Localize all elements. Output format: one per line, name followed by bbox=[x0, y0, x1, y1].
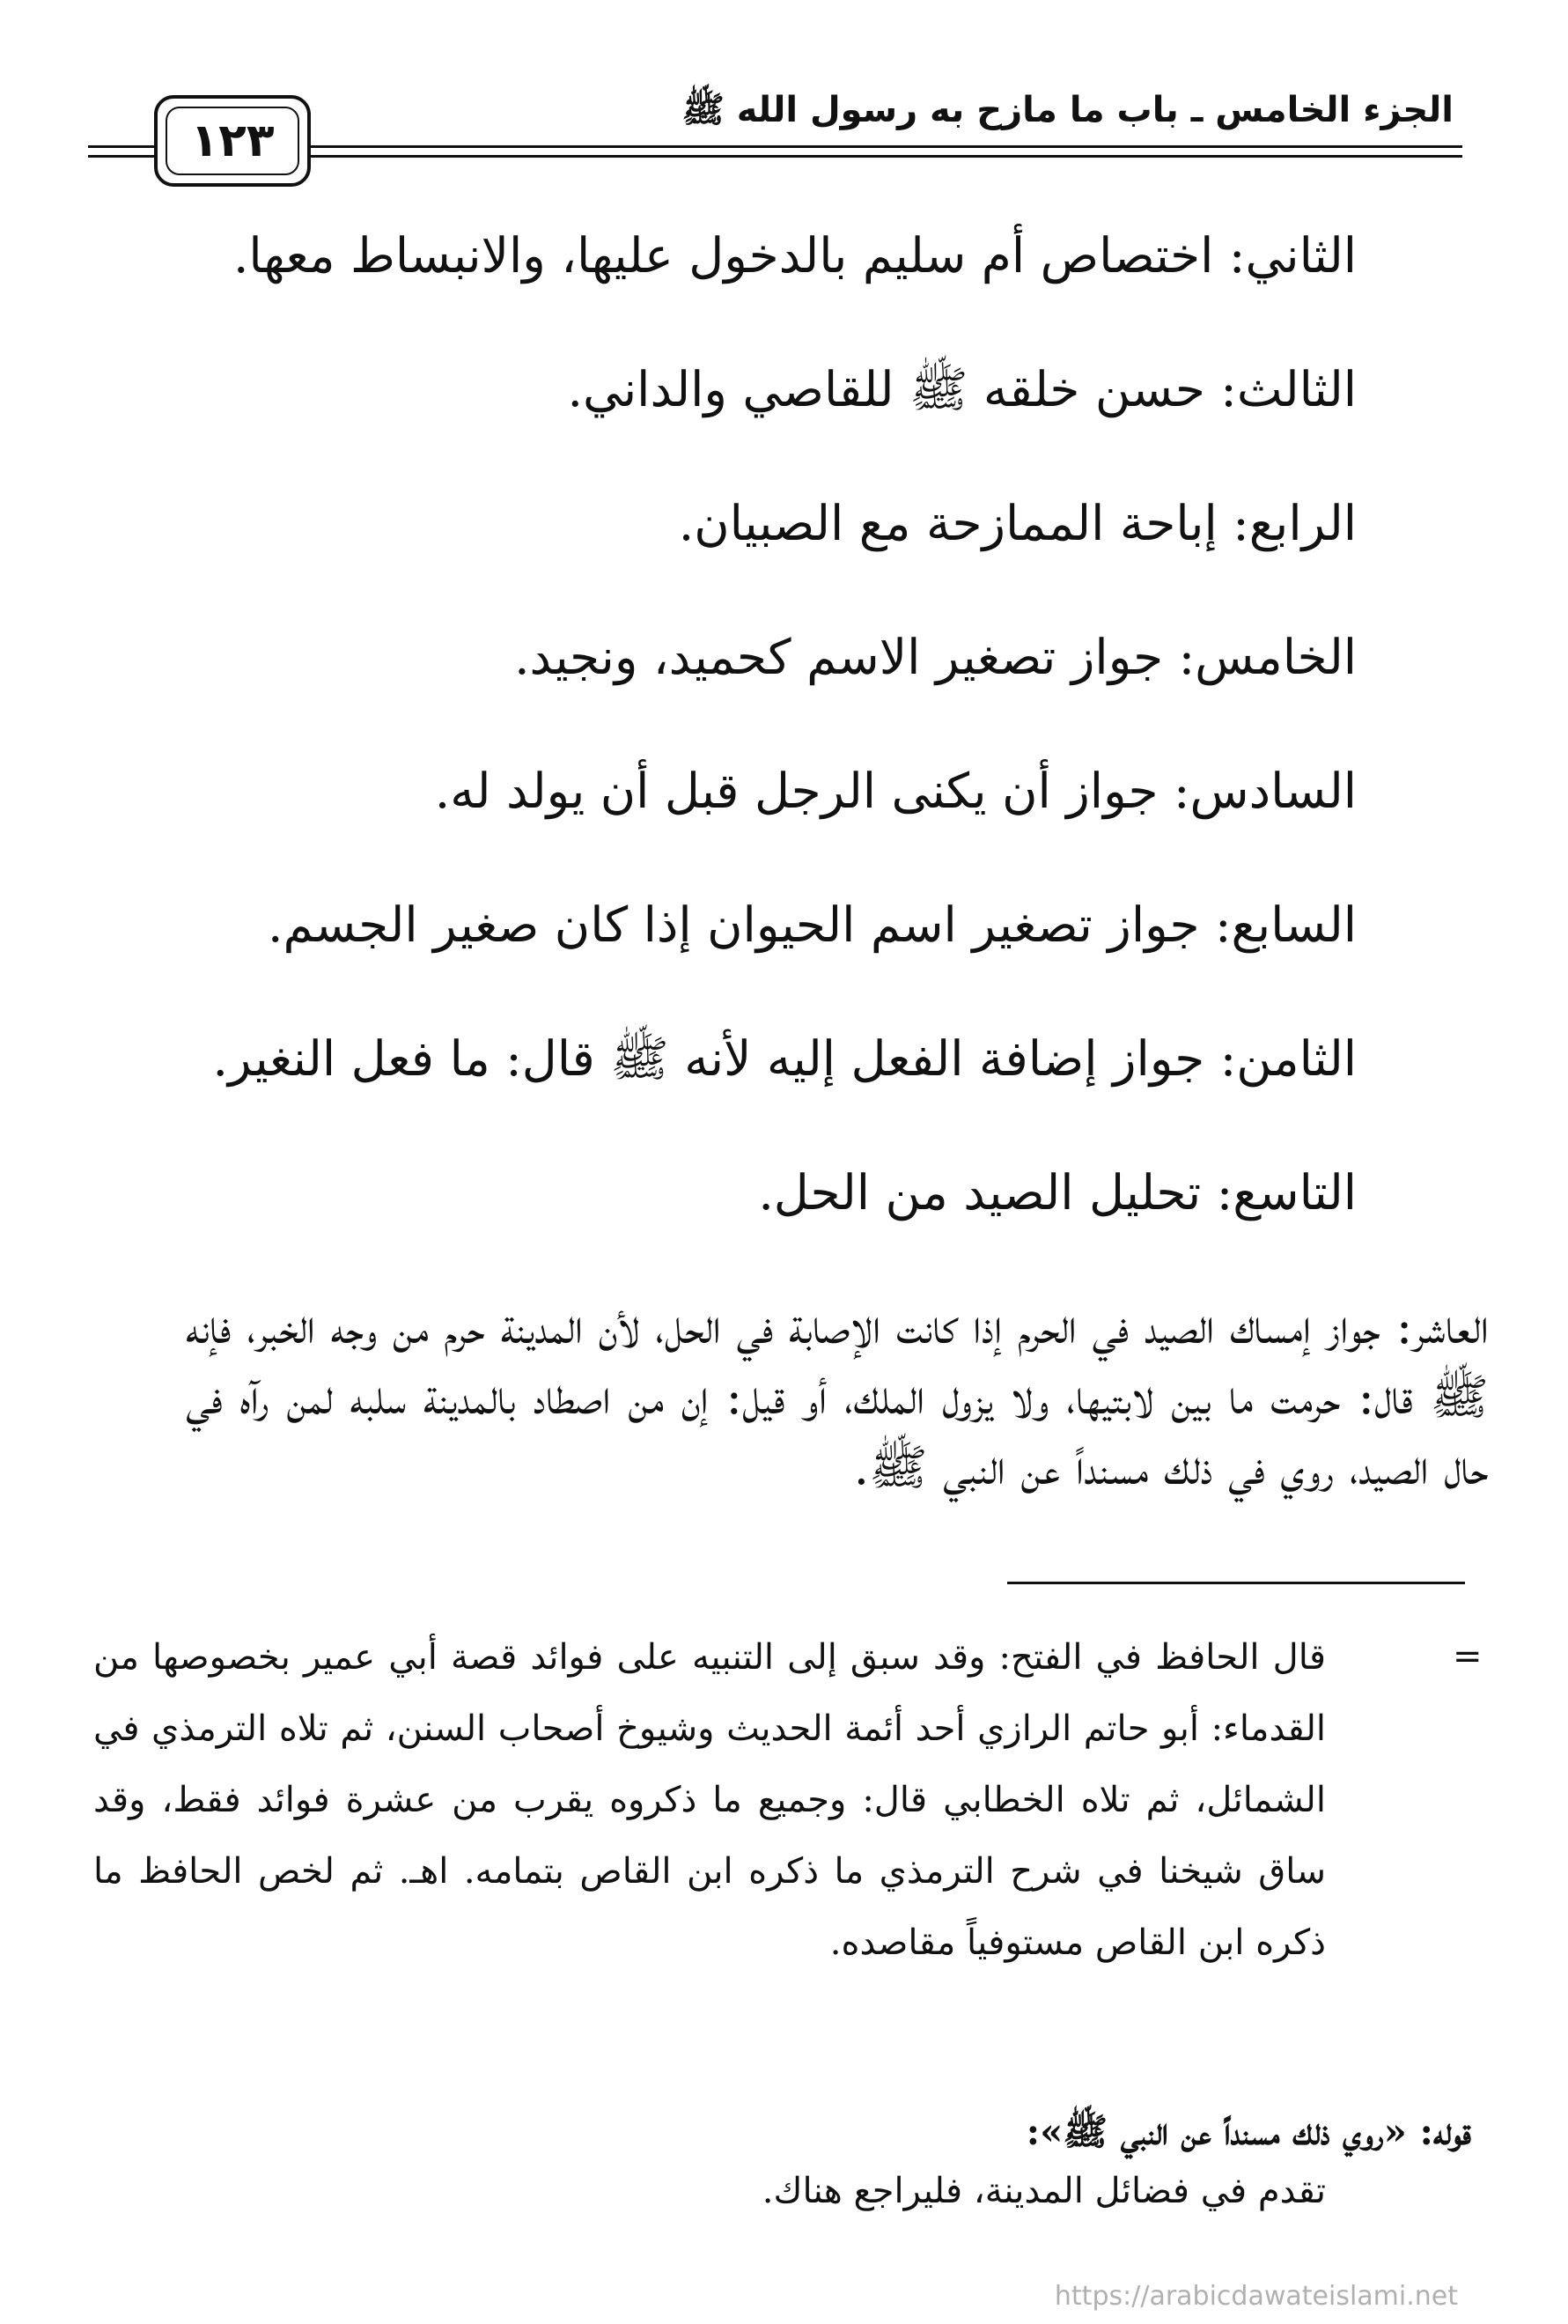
point-6: السادس: جواز أن يكنى الرجل قبل أن يولد له. bbox=[434, 763, 1357, 819]
point-3: الثالث: حسن خلقه ﷺ للقاصي والداني. bbox=[567, 361, 1357, 417]
commentary-quoted-text: «روي ذلك مسنداً عن النبي ﷺ»: bbox=[1026, 2110, 1407, 2153]
footnote-text: قال الحافظ في الفتح: وقد سبق إلى التنبيه على فوائد قصة أبي عمير بخصوصها من القدماء: أبو حاتم الرازي أحد أئمة الحديث وشيوخ أصحاب السنن، ثم تلاه الترمذي في الشمائل، ثم تلاه الخطابي قال: وجميع ما ذكروه يقرب من عشرة فوائد فقط، وقد ساق شيخنا في شرح الترمذي ما ذكره ابن القاص بتمامه. اهـ. ثم لخص الحافظ ما ذكره ابن القاص مستوفياً مقاصده. bbox=[93, 1637, 1326, 1963]
point-5: الخامس: جواز تصغير الاسم كحميد، ونجيد. bbox=[514, 629, 1357, 685]
point-4: الرابع: إباحة الممازحة مع الصبيان. bbox=[678, 495, 1357, 551]
commentary-followup: تقدم في فضائل المدينة، فليراجع هناك. bbox=[762, 2171, 1326, 2211]
watermark-url: https://arabicdawateislami.net bbox=[1054, 2281, 1458, 2312]
point-2: الثاني: اختصاص أم سليم بالدخول عليها، والانبساط معها. bbox=[232, 227, 1357, 284]
main-text bbox=[159, 220, 1489, 1566]
point-9: التاسع: تحليل الصيد من الحل. bbox=[758, 1164, 1357, 1221]
footnote-continuation-mark: = bbox=[1453, 1636, 1483, 1677]
point-10: العاشر: جواز إمساك الصيد في الحرم إذا كانت الإصابة في الحل، لأن المدينة حرم من وجه الخبر، فإنه ﷺ قال: حرمت ما بين لابتيها، ولا يزول الملك، أو قيل: إن من اصطاد بالمدينة سلبه لمن رآه في حال الصيد، روي في ذلك مسنداً عن النبي ﷺ. bbox=[186, 1298, 1489, 1495]
footnote-separator bbox=[1007, 1582, 1465, 1584]
point-8: الثامن: جواز إضافة الفعل إليه لأنه ﷺ قال: ما فعل النغير. bbox=[212, 1030, 1357, 1087]
page-number: ١٢٣ bbox=[166, 107, 299, 175]
page-number-frame bbox=[154, 95, 311, 187]
point-7: السابع: جواز تصغير اسم الحيوان إذا كان صغير الجسم. bbox=[267, 896, 1357, 953]
running-header-title: الجزء الخامس ـ باب ما مازح به رسول الله ﷺ bbox=[681, 90, 1454, 130]
commentary-label: قوله: bbox=[1419, 2110, 1471, 2153]
commentary-quote bbox=[1027, 2109, 1471, 2163]
